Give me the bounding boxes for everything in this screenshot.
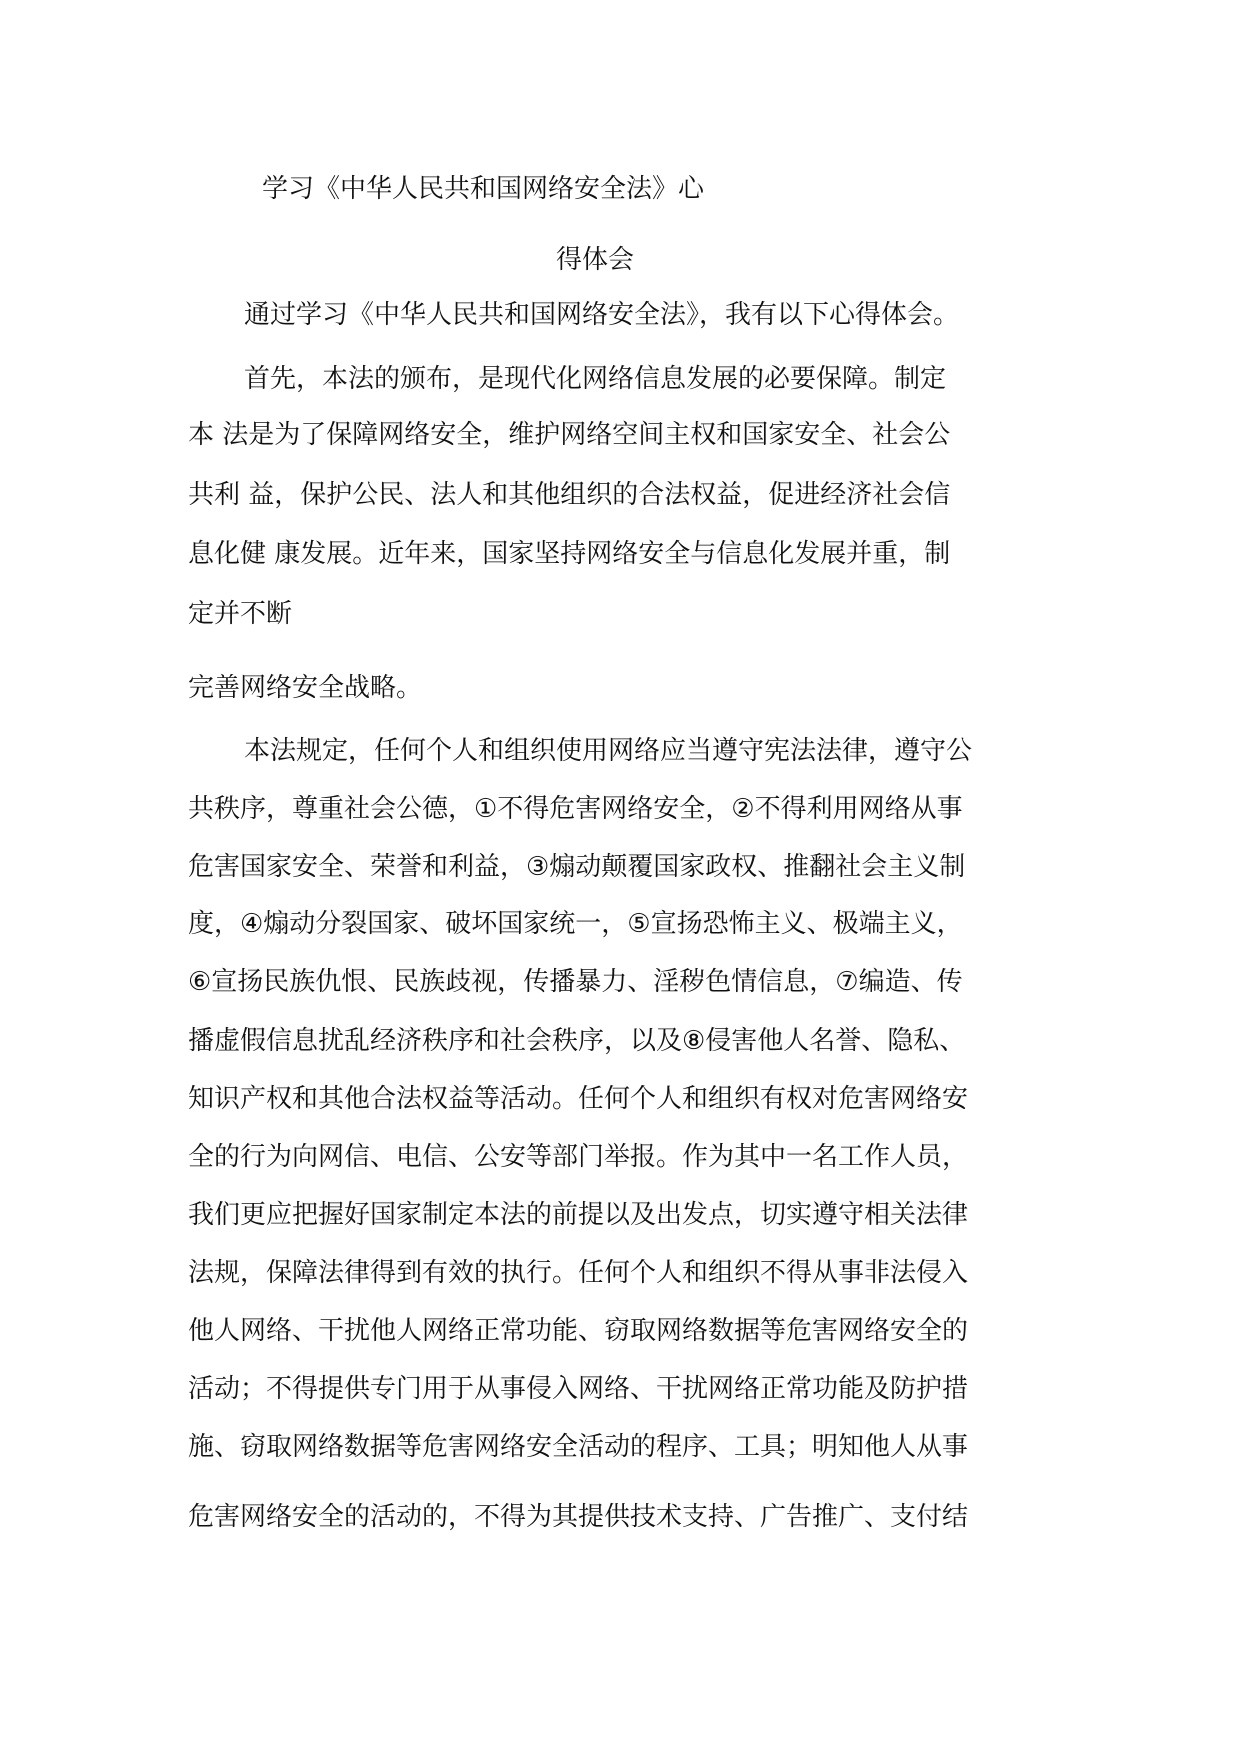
body-line: 度，④煽动分裂国家、破坏国家统一，⑤宣扬恐怖主义、极端主义， (188, 909, 963, 939)
body-line: 共秩序，尊重社会公德，①不得危害网络安全，②不得利用网络从事 (188, 794, 963, 824)
body-line: 他人网络、干扰他人网络正常功能、窃取网络数据等危害网络安全的 (188, 1316, 969, 1346)
body-line: 施、窃取网络数据等危害网络安全活动的程序、工具；明知他人从事 (188, 1432, 969, 1462)
body-line: 法规，保障法律得到有效的执行。任何个人和组织不得从事非法侵入 (188, 1258, 969, 1288)
body-line: 播虚假信息扰乱经济秩序和社会秩序，以及⑧侵害他人名誉、隐私、 (188, 1026, 966, 1056)
body-line: 活动；不得提供专门用于从事侵入网络、干扰网络正常功能及防护措 (188, 1374, 969, 1404)
body-line: 知识产权和其他合法权益等活动。任何个人和组织有权对危害网络安 (188, 1084, 969, 1114)
body-line: 危害国家安全、荣誉和利益，③煽动颠覆国家政权、推翻社会主义制 (188, 852, 966, 882)
body-line: 定并不断 (188, 599, 293, 629)
body-line: ⑥宣扬民族仇恨、民族歧视，传播暴力、淫秽色情信息，⑦编造、传 (188, 967, 963, 997)
body-line: 共利 益，保护公民、法人和其他组织的合法权益，促进经济社会信 (188, 480, 951, 510)
title-line-1: 学习《中华人民共和国网络安全法》心 (262, 174, 705, 204)
body-line: 全的行为向网信、电信、公安等部门举报。作为其中一名工作人员， (188, 1142, 969, 1172)
body-line: 本法规定，任何个人和组织使用网络应当遵守宪法法律，遵守公 (244, 736, 973, 766)
body-line: 本 法是为了保障网络安全，维护网络空间主权和国家安全、社会公 (188, 420, 951, 450)
body-line: 息化健 康发展。近年来，国家坚持网络安全与信息化发展并重，制 (188, 539, 951, 569)
title-line-2: 得体会 (556, 245, 635, 275)
body-line: 我们更应把握好国家制定本法的前提以及出发点，切实遵守相关法律 (188, 1200, 969, 1230)
body-line: 首先，本法的颁布，是现代化网络信息发展的必要保障。制定 (244, 364, 947, 394)
body-line: 危害网络安全的活动的，不得为其提供技术支持、广告推广、支付结 (188, 1502, 969, 1532)
body-line: 通过学习《中华人民共和国网络安全法》，我有以下心得体会。 (244, 300, 960, 330)
body-line: 完善网络安全战略。 (188, 673, 423, 703)
